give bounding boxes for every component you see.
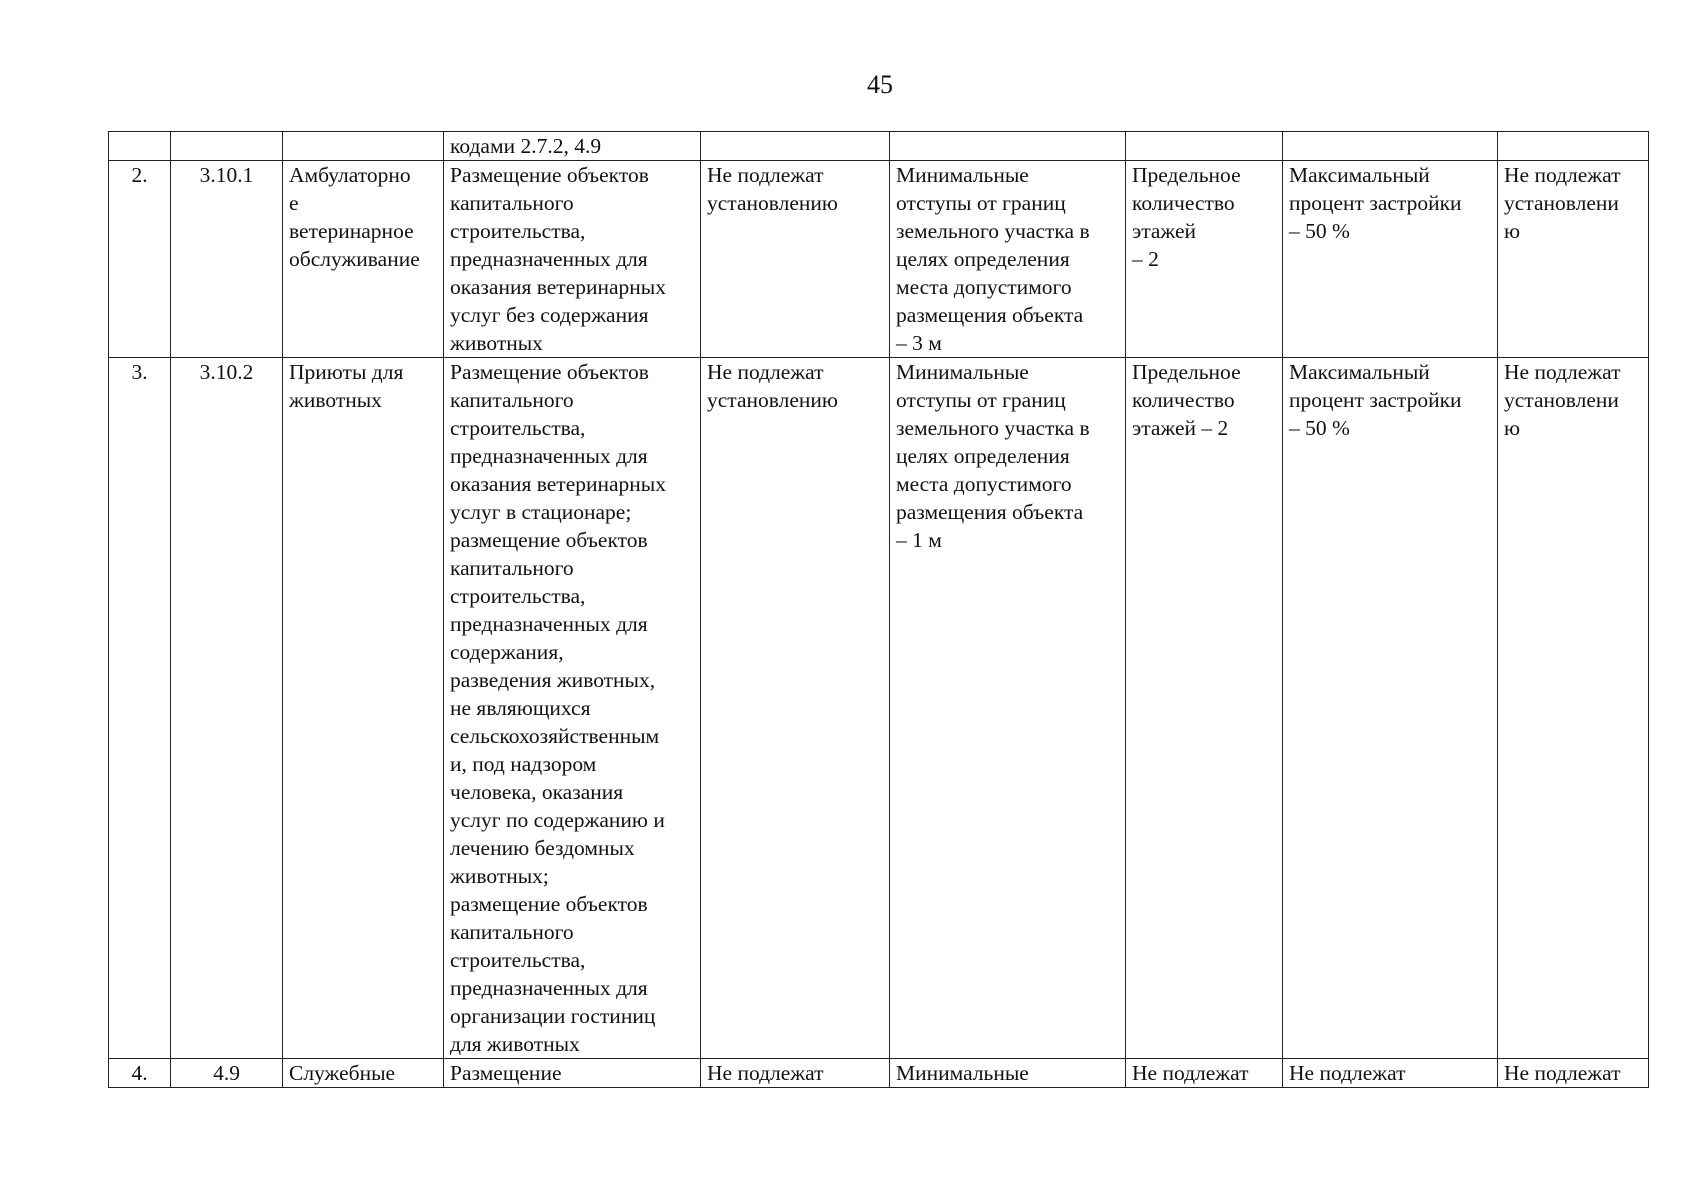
cell-coverage bbox=[1283, 161, 1498, 358]
cell-text-line: предназначенных для bbox=[450, 976, 648, 1000]
cell-text-line: целях определения bbox=[896, 247, 1070, 271]
cell-text-line: капитального bbox=[450, 388, 574, 412]
cell-text-line: Предельное bbox=[1132, 360, 1241, 384]
cell-coverage bbox=[1283, 1059, 1498, 1088]
cell-text-line: Размещение bbox=[450, 1061, 562, 1085]
cell-text-line: предназначенных для bbox=[450, 444, 648, 468]
cell-description bbox=[444, 1059, 701, 1088]
cell-number: 3. bbox=[109, 358, 171, 1059]
cell-code bbox=[171, 132, 283, 161]
cell-use-name bbox=[283, 358, 444, 1059]
cell-setbacks bbox=[890, 132, 1126, 161]
cell-plot-size bbox=[701, 161, 890, 358]
cell-text-line: строительства, bbox=[450, 584, 586, 608]
cell-text-line: Не подлежат bbox=[1504, 163, 1621, 187]
cell-text-line: капитального bbox=[450, 191, 574, 215]
table-row bbox=[109, 1059, 1649, 1088]
cell-description bbox=[444, 161, 701, 358]
cell-text-line: Не подлежат bbox=[1132, 1061, 1249, 1085]
cell-floors bbox=[1126, 1059, 1283, 1088]
cell-code: 3.10.2 bbox=[171, 358, 283, 1059]
cell-text-line: человека, оказания bbox=[450, 780, 624, 804]
cell-text-line: отступы от границ bbox=[896, 388, 1066, 412]
cell-plot-size bbox=[701, 358, 890, 1059]
cell-text-line: Не подлежат bbox=[707, 1061, 824, 1085]
cell-text-line: Размещение объектов bbox=[450, 163, 649, 187]
cell-use-name bbox=[283, 1059, 444, 1088]
cell-text-line: строительства, bbox=[450, 948, 586, 972]
cell-text-line: количество bbox=[1132, 388, 1235, 412]
cell-text-line: услуг по содержанию и bbox=[450, 808, 665, 832]
cell-text-line: земельного участка в bbox=[896, 219, 1090, 243]
cell-number bbox=[109, 132, 171, 161]
cell-text-line: сельскохозяйственным bbox=[450, 724, 660, 748]
cell-text-line: для животных bbox=[450, 1032, 580, 1056]
cell-use-name bbox=[283, 132, 444, 161]
cell-number: 4. bbox=[109, 1059, 171, 1088]
cell-floors bbox=[1126, 161, 1283, 358]
cell-code: 3.10.1 bbox=[171, 161, 283, 358]
cell-text-line: – 50 % bbox=[1289, 219, 1350, 243]
cell-text-line: Минимальные bbox=[896, 1061, 1029, 1085]
cell-text-line: содержания, bbox=[450, 640, 564, 664]
table-row bbox=[109, 132, 1649, 161]
cell-text-line: количество bbox=[1132, 191, 1235, 215]
cell-setbacks bbox=[890, 358, 1126, 1059]
cell-floors bbox=[1126, 358, 1283, 1059]
cell-other bbox=[1498, 132, 1649, 161]
cell-text-line: предназначенных для bbox=[450, 612, 648, 636]
cell-coverage bbox=[1283, 132, 1498, 161]
cell-text-line: целях определения bbox=[896, 444, 1070, 468]
zoning-table bbox=[108, 131, 1649, 1088]
cell-text-line: ветеринарное bbox=[289, 219, 414, 243]
cell-text-line: услуг в стационаре; bbox=[450, 500, 632, 524]
cell-text-line: места допустимого bbox=[896, 472, 1072, 496]
cell-text-line: размещение объектов bbox=[450, 528, 648, 552]
cell-text-line: не являющихся bbox=[450, 696, 591, 720]
cell-number: 2. bbox=[109, 161, 171, 358]
cell-text-line: Не подлежат bbox=[1504, 1061, 1621, 1085]
cell-text-line: Не подлежат bbox=[1289, 1061, 1406, 1085]
cell-text-line: животных bbox=[289, 388, 382, 412]
cell-text-line: животных bbox=[450, 331, 543, 355]
cell-text-line: организации гостиниц bbox=[450, 1004, 656, 1028]
cell-text-line: и, под надзором bbox=[450, 752, 597, 776]
cell-coverage bbox=[1283, 358, 1498, 1059]
cell-text-line: отступы от границ bbox=[896, 191, 1066, 215]
cell-description bbox=[444, 358, 701, 1059]
cell-text-line: размещение объектов bbox=[450, 892, 648, 916]
cell-text-line: капитального bbox=[450, 556, 574, 580]
cell-text-line: Максимальный bbox=[1289, 360, 1430, 384]
cell-text-line: обслуживание bbox=[289, 247, 420, 271]
cell-text-line: лечению бездомных bbox=[450, 836, 635, 860]
cell-text-line: кодами 2.7.2, 4.9 bbox=[450, 134, 602, 158]
cell-text-line: процент застройки bbox=[1289, 191, 1462, 215]
cell-text-line: места допустимого bbox=[896, 275, 1072, 299]
cell-setbacks bbox=[890, 161, 1126, 358]
cell-other bbox=[1498, 1059, 1649, 1088]
cell-text-line: Предельное bbox=[1132, 163, 1241, 187]
cell-text-line: Приюты для bbox=[289, 360, 404, 384]
cell-setbacks bbox=[890, 1059, 1126, 1088]
cell-description bbox=[444, 132, 701, 161]
cell-text-line: ю bbox=[1504, 219, 1521, 243]
cell-text-line: установлению bbox=[707, 388, 838, 412]
table-row bbox=[109, 161, 1649, 358]
cell-text-line: процент застройки bbox=[1289, 388, 1462, 412]
cell-code: 4.9 bbox=[171, 1059, 283, 1088]
cell-text-line: капитального bbox=[450, 920, 574, 944]
cell-other bbox=[1498, 358, 1649, 1059]
cell-text-line: – 1 м bbox=[896, 528, 942, 552]
cell-text-line: оказания ветеринарных bbox=[450, 275, 666, 299]
cell-text-line: оказания ветеринарных bbox=[450, 472, 666, 496]
cell-text-line: установлению bbox=[707, 191, 838, 215]
cell-text-line: строительства, bbox=[450, 219, 586, 243]
cell-text-line: земельного участка в bbox=[896, 416, 1090, 440]
cell-text-line: Амбулаторно bbox=[289, 163, 411, 187]
cell-text-line: предназначенных для bbox=[450, 247, 648, 271]
cell-other bbox=[1498, 161, 1649, 358]
cell-text-line: – 50 % bbox=[1289, 416, 1350, 440]
cell-text-line: этажей – 2 bbox=[1132, 416, 1229, 440]
cell-text-line: Минимальные bbox=[896, 163, 1029, 187]
cell-text-line: размещения объекта bbox=[896, 303, 1084, 327]
cell-text-line: Служебные bbox=[289, 1061, 396, 1085]
cell-text-line: Не подлежат bbox=[1504, 360, 1621, 384]
table-row bbox=[109, 358, 1649, 1059]
cell-text-line: Не подлежат bbox=[707, 360, 824, 384]
table-body bbox=[109, 132, 1649, 1088]
cell-floors bbox=[1126, 132, 1283, 161]
cell-text-line: услуг без содержания bbox=[450, 303, 649, 327]
cell-text-line: – 3 м bbox=[896, 331, 942, 355]
cell-text-line: ю bbox=[1504, 416, 1521, 440]
cell-text-line: Размещение объектов bbox=[450, 360, 649, 384]
cell-use-name bbox=[283, 161, 444, 358]
cell-text-line: Не подлежат bbox=[707, 163, 824, 187]
cell-text-line: размещения объекта bbox=[896, 500, 1084, 524]
cell-text-line: Максимальный bbox=[1289, 163, 1430, 187]
cell-plot-size bbox=[701, 1059, 890, 1088]
page-number: 45 bbox=[867, 70, 893, 99]
cell-text-line: животных; bbox=[450, 864, 549, 888]
cell-text-line: установлени bbox=[1504, 191, 1619, 215]
cell-text-line: разведения животных, bbox=[450, 668, 656, 692]
cell-text-line: строительства, bbox=[450, 416, 586, 440]
cell-text-line: установлени bbox=[1504, 388, 1619, 412]
cell-text-line: е bbox=[289, 191, 299, 215]
cell-text-line: этажей bbox=[1132, 219, 1197, 243]
cell-plot-size bbox=[701, 132, 890, 161]
cell-text-line: – 2 bbox=[1132, 247, 1159, 271]
cell-text-line: Минимальные bbox=[896, 360, 1029, 384]
